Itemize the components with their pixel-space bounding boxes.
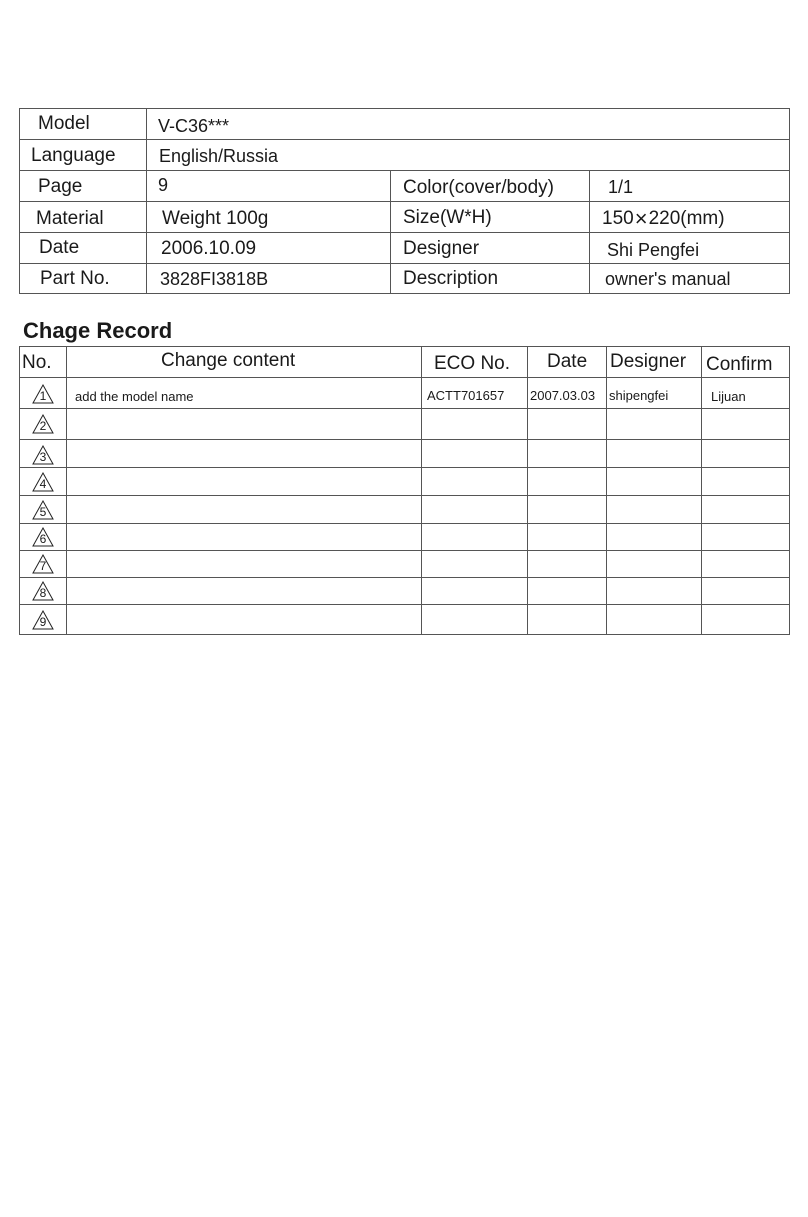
record-line — [421, 346, 422, 635]
record-line — [66, 346, 67, 635]
spec-line — [390, 170, 391, 294]
row-no: 4 — [39, 477, 47, 491]
revision-triangle-icon — [32, 527, 54, 547]
spec-line — [19, 293, 790, 294]
color-label: Color(cover/body) — [403, 177, 554, 198]
record-line — [19, 346, 790, 347]
size-value — [602, 208, 725, 230]
spec-line — [19, 201, 790, 202]
record-line — [701, 346, 702, 635]
revision-triangle-icon — [32, 554, 54, 574]
row-content: add the model name — [75, 389, 194, 404]
model-value: V-C36*** — [158, 116, 230, 136]
partno-label: Part No. — [40, 268, 110, 289]
record-line — [19, 439, 790, 440]
description-value: owner's manual — [605, 269, 731, 289]
record-line — [19, 634, 790, 635]
material-value: Weight 100g — [162, 208, 269, 229]
partno-value: 3828FI3818B — [160, 269, 269, 289]
spec-line — [19, 232, 790, 233]
designer-value: Shi Pengfei — [607, 240, 700, 260]
spec-line — [19, 263, 790, 264]
row-no: 6 — [39, 532, 47, 546]
row-no: 2 — [39, 419, 47, 433]
language-value: English/Russia — [159, 146, 279, 166]
row-eco: ACTT701657 — [427, 388, 505, 403]
record-line — [19, 523, 790, 524]
row-date: 2007.03.03 — [530, 388, 596, 403]
row-no: 1 — [39, 389, 47, 403]
times-icon: × — [634, 206, 648, 231]
spec-line — [146, 108, 147, 294]
record-line — [19, 408, 790, 409]
record-line — [527, 346, 528, 635]
header-confirm: Confirm — [706, 354, 773, 375]
date-label: Date — [39, 237, 80, 258]
color-value: 1/1 — [608, 177, 634, 197]
date-value: 2006.10.09 — [161, 238, 257, 259]
spec-line — [19, 108, 790, 109]
row-no: 9 — [39, 615, 47, 629]
spec-line — [19, 139, 790, 140]
record-line — [19, 467, 790, 468]
record-line — [19, 495, 790, 496]
header-eco-no: ECO No. — [434, 353, 511, 374]
revision-triangle-icon — [32, 500, 54, 520]
revision-triangle-icon — [32, 414, 54, 434]
record-line — [19, 577, 790, 578]
row-confirm: Lijuan — [711, 389, 746, 404]
size-height: 220(mm) — [648, 208, 725, 229]
record-line — [19, 550, 790, 551]
row-no: 5 — [39, 505, 47, 519]
spec-line — [789, 108, 790, 294]
record-line — [789, 346, 790, 635]
revision-triangle-icon — [32, 445, 54, 465]
material-label: Material — [36, 208, 104, 229]
size-label: Size(W*H) — [403, 207, 492, 228]
size-width: 150 — [602, 208, 634, 229]
record-line — [606, 346, 607, 635]
record-line — [19, 604, 790, 605]
language-label: Language — [31, 145, 116, 166]
revision-triangle-icon — [32, 610, 54, 630]
revision-triangle-icon — [32, 472, 54, 492]
page-label: Page — [38, 176, 83, 197]
revision-triangle-icon — [32, 581, 54, 601]
page-value: 9 — [158, 175, 169, 195]
row-no: 3 — [39, 450, 47, 464]
designer-label: Designer — [403, 238, 480, 259]
row-no: 7 — [39, 559, 47, 573]
header-change-content: Change content — [161, 350, 296, 371]
row-no: 8 — [39, 586, 47, 600]
row-designer: shipengfei — [609, 388, 669, 403]
revision-triangle-icon — [32, 384, 54, 404]
record-line — [19, 346, 20, 635]
header-no: No. — [22, 352, 52, 373]
spec-line — [589, 170, 590, 294]
model-label: Model — [38, 113, 90, 134]
header-designer: Designer — [610, 351, 687, 372]
spec-line — [19, 170, 790, 171]
header-date: Date — [547, 351, 588, 372]
record-line — [19, 377, 790, 378]
spec-line — [19, 108, 20, 294]
change-record-title: Chage Record — [23, 318, 173, 343]
description-label: Description — [403, 268, 499, 289]
